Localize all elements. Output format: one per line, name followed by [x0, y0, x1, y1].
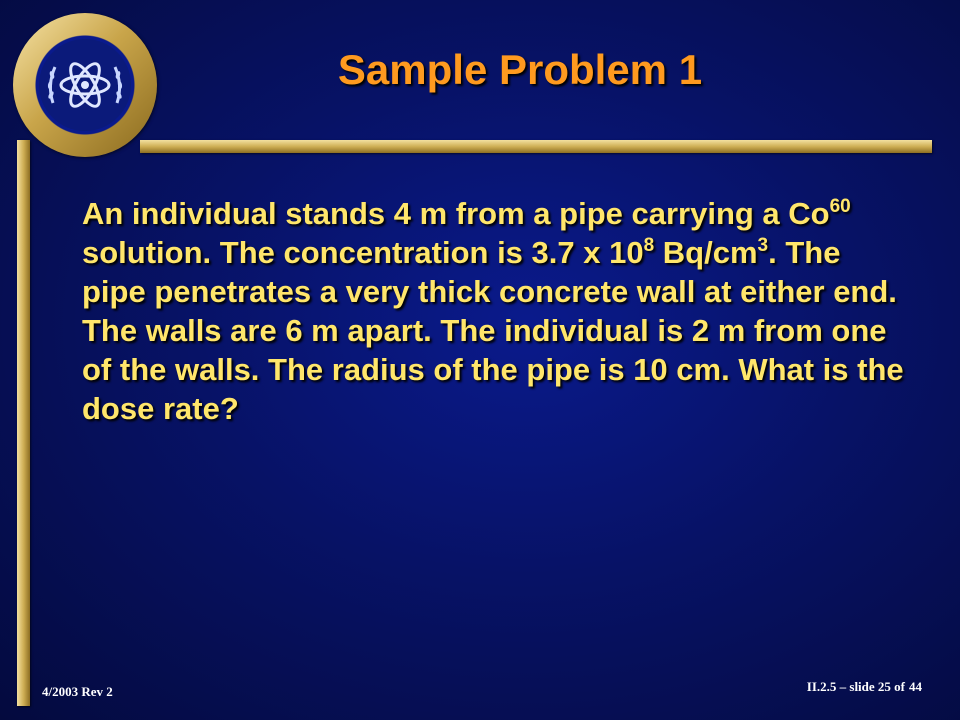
problem-text-part-3: Bq/cm — [654, 235, 758, 270]
footer-date: 4/2003 Rev 2 — [42, 684, 113, 699]
problem-text-part-2: solution. The concentration is 3.7 x 10 — [82, 235, 644, 270]
isotope-superscript: 60 — [829, 195, 851, 217]
gold-vertical-bar — [17, 140, 30, 706]
exponent-superscript: 8 — [643, 234, 655, 256]
problem-text-part-1: An individual stands 4 m from a pipe carrying a Co — [82, 196, 830, 231]
gold-horizontal-bar — [140, 140, 932, 153]
iaea-atom-logo-icon — [39, 39, 131, 131]
unit-superscript: 3 — [757, 234, 769, 256]
slide-title: Sample Problem 1 — [337, 46, 703, 93]
footer-slide-label: II.2.5 – slide 25 of — [806, 679, 905, 694]
logo-ring — [13, 13, 157, 157]
problem-text-part-4: . The pipe penetrates a very thick concrete wall at either end. The walls are 6 m apart. The individual is 2 m from one of the walls. The radius of the pipe is 10 cm. What is the dose rate? — [82, 235, 904, 426]
problem-text — [82, 194, 912, 428]
footer-slide-number — [807, 679, 922, 695]
footer-slide-total: 44 — [909, 679, 922, 694]
